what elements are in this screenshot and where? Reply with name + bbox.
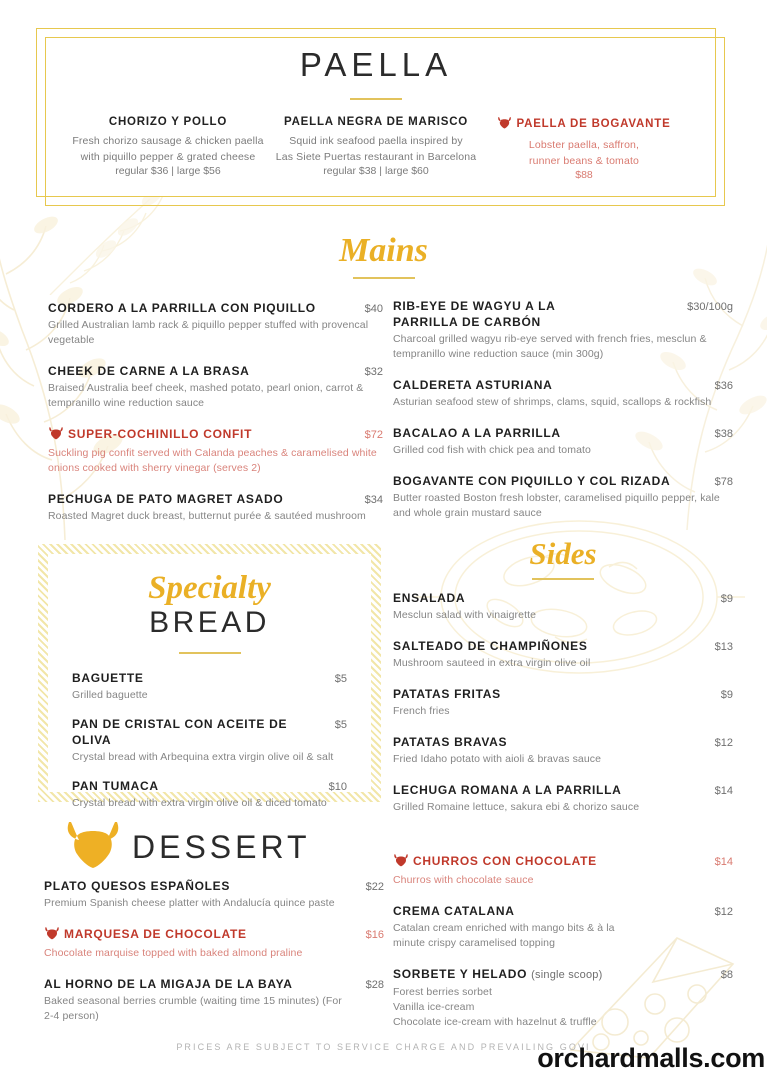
bull-head-icon [497, 116, 512, 132]
menu-item-description: Baked seasonal berries crumble (waiting time 15 minutes) (For 2-4 person) [44, 995, 342, 1022]
menu-item[interactable] [393, 782, 733, 815]
menu-item[interactable] [393, 966, 733, 1030]
menu-item-price: $8 [720, 969, 733, 981]
menu-item-signature[interactable] [44, 926, 384, 961]
menu-item-name: AL HORNO DE LA MIGAJA DE LA BAYA [44, 977, 293, 991]
menu-item-price: $5 [334, 718, 347, 731]
dessert-heading: DESSERT [132, 828, 311, 865]
menu-item-price: $14 [714, 856, 733, 868]
paella-item-signature[interactable] [480, 116, 688, 181]
menu-item-description: Charcoal grilled wagyu rib-eye served with french fries, mesclun & tempranillo wine reduction sauce (min 300g) [393, 333, 707, 360]
menu-item-price: $9 [720, 689, 733, 701]
menu-item-price: $38 [714, 428, 733, 440]
menu-item-description: Grilled cod fish with chick pea and tomato [393, 444, 591, 456]
menu-item[interactable] [393, 734, 733, 767]
menu-item-price: $14 [714, 785, 733, 797]
menu-item-price: $12 [714, 906, 733, 918]
menu-item-name: RIB-EYE DE WAGYU A LA PARRILLA DE CARBÓN [393, 299, 556, 329]
menu-item-description: Grilled Romaine lettuce, sakura ebi & chorizo sauce [393, 801, 640, 813]
menu-item-price: $36 [714, 380, 733, 392]
menu-item[interactable] [393, 377, 733, 410]
paella-item[interactable] [272, 116, 480, 181]
menu-item-name [393, 966, 612, 983]
dessert-column-left [44, 878, 384, 1039]
menu-item-description: Premium Spanish cheese platter with Andalucía quince paste [44, 897, 335, 909]
paella-divider [350, 98, 402, 100]
menu-item-description: Fried Idaho potato with aioli & bravas sauce [393, 753, 602, 765]
menu-item-description: Grilled baguette [72, 688, 148, 701]
specialty-bread-section [38, 544, 381, 809]
menu-item-price: $16 [365, 929, 384, 941]
menu-item-name: CREMA CATALANA [393, 904, 515, 918]
bull-head-icon [44, 926, 60, 944]
menu-item-price: $40 [364, 303, 383, 315]
menu-item-description: Mushroom sauteed in extra virgin olive oil [393, 657, 591, 669]
paella-item-name-text: PAELLA DE BOGAVANTE [516, 117, 671, 130]
menu-item-name: ENSALADA [393, 591, 466, 605]
menu-item-price: $34 [364, 494, 383, 506]
menu-item-description: Butter roasted Boston fresh lobster, caramelised piquillo pepper, kale and whole grain mustard sauce [393, 492, 720, 519]
menu-item-description: Crystal bread with Arbequina extra virgin olive oil & salt [72, 750, 334, 763]
paella-heading: PAELLA [299, 46, 453, 83]
menu-item-name [44, 926, 257, 944]
menu-item-name [48, 426, 262, 444]
menu-item-name: PATATAS BRAVAS [393, 735, 508, 749]
paella-item-desc-line1: Lobster paella, saffron, [528, 138, 640, 151]
menu-item-name: SALTEADO DE CHAMPIÑONES [393, 639, 588, 653]
mains-column-right [393, 298, 733, 536]
paella-item-desc-line2: runner beans & tomato [529, 154, 639, 167]
bread-items [72, 670, 347, 811]
paella-item-price: $88 [575, 168, 593, 181]
menu-item-description-line3: Chocolate ice-cream with hazelnut & truffle [393, 1016, 597, 1028]
menu-item-price: $9 [720, 593, 733, 605]
menu-item-signature[interactable] [393, 853, 733, 888]
menu-item-name: PLATO QUESOS ESPAÑOLES [44, 879, 231, 893]
menu-item-price: $78 [714, 476, 733, 488]
menu-item[interactable] [393, 903, 733, 951]
menu-item-name: PATATAS FRITAS [393, 687, 501, 701]
paella-item-name [480, 116, 688, 132]
menu-item-description: French fries [393, 705, 450, 717]
menu-item-description: Chocolate marquise topped with baked almond praline [44, 947, 303, 959]
menu-item[interactable] [393, 425, 733, 458]
menu-item-name: PAN DE CRISTAL CON ACEITE DE OLIVA [72, 716, 288, 747]
menu-item-price: $28 [365, 979, 384, 991]
sides-divider [532, 578, 594, 580]
menu-item[interactable] [72, 716, 347, 765]
mains-column-left [48, 300, 383, 539]
bread-heading-plain: BREAD [149, 606, 270, 639]
paella-item-desc-line1: Squid ink seafood paella inspired by [289, 134, 463, 147]
paella-item[interactable] [64, 116, 272, 181]
menu-item-name: CORDERO A LA PARRILLA CON PIQUILLO [48, 301, 316, 315]
menu-item-description: Mesclun salad with vinaigrette [393, 609, 537, 621]
menu-item[interactable] [393, 473, 733, 521]
bull-head-icon [48, 426, 64, 444]
paella-item-desc-line1: Fresh chorizo sausage & chicken paella [72, 134, 264, 147]
sides-column [393, 590, 733, 830]
menu-item-name-text: SORBETE Y HELADO [393, 967, 528, 981]
dessert-heading-block [62, 818, 311, 875]
menu-item-name: BAGUETTE [72, 670, 144, 685]
menu-item-price: $13 [714, 641, 733, 653]
menu-item-signature[interactable] [48, 426, 383, 476]
paella-item-desc-line2: with piquillo pepper & grated cheese [80, 150, 256, 163]
menu-item-name: CALDERETA ASTURIANA [393, 378, 553, 392]
menu-item-price: $30/100g [687, 301, 733, 313]
menu-item[interactable] [72, 670, 347, 703]
menu-item[interactable] [393, 590, 733, 623]
menu-item[interactable] [393, 638, 733, 671]
menu-item-name: BOGAVANTE CON PIQUILLO Y COL RIZADA [393, 474, 671, 488]
menu-item-name: PAN TUMACA [72, 778, 159, 793]
paella-section [36, 28, 725, 206]
menu-item-description: Catalan cream enriched with mango bits & à la minute crispy caramelised topping [393, 922, 615, 949]
paella-item-price: regular $38 | large $60 [323, 164, 429, 177]
mains-heading-block [0, 234, 767, 279]
menu-item-description: Asturian seafood stew of shrimps, clams, squid, scallops & rockfish [393, 396, 712, 408]
menu-item-name-text: SUPER-COCHINILLO CONFIT [68, 427, 253, 441]
bread-divider [179, 652, 241, 654]
paella-item-desc-line2: Las Siete Puertas restaurant in Barcelona [275, 150, 477, 163]
bread-heading-script: Specialty [148, 570, 271, 606]
menu-item[interactable] [44, 878, 384, 911]
menu-item-name: PECHUGA DE PATO MAGRET ASADO [48, 492, 284, 506]
mains-divider [353, 277, 415, 279]
bull-head-icon [393, 853, 409, 871]
menu-item-description: Churros with chocolate sauce [393, 874, 534, 886]
menu-item-description: Braised Australia beef cheek, mashed potato, pearl onion, carrot & tempranillo wine reduction sauce [48, 382, 364, 409]
menu-item[interactable] [393, 686, 733, 719]
menu-item-description: Roasted Magret duck breast, butternut purée & sautéed mushroom [48, 510, 366, 522]
menu-item-price: $32 [364, 366, 383, 378]
menu-item[interactable] [393, 298, 733, 362]
menu-item-name: LECHUGA ROMANA A LA PARRILLA [393, 783, 622, 797]
footer-note: PRICES ARE SUBJECT TO SERVICE CHARGE AND PREVAILING GOVI [176, 1042, 591, 1052]
menu-item-name [393, 853, 607, 871]
menu-item-name-qualifier: (single scoop) [531, 969, 603, 981]
bull-head-logo-icon [62, 818, 124, 875]
menu-item-description-line1: Forest berries sorbet [393, 986, 492, 998]
menu-item-name: CHEEK DE CARNE A LA BRASA [48, 364, 250, 378]
paella-items [58, 116, 694, 181]
menu-item-name-text: CHURROS CON CHOCOLATE [413, 854, 597, 868]
site-watermark: orchardmalls.com [537, 1043, 765, 1073]
paella-item-name: PAELLA NEGRA DE MARISCO [283, 115, 469, 128]
menu-item[interactable] [48, 300, 383, 348]
menu-item-price: $12 [714, 737, 733, 749]
menu-item-description: Grilled Australian lamb rack & piquillo pepper stuffed with provencal vegetable [48, 319, 369, 346]
menu-item-price: $10 [328, 780, 347, 793]
menu-item-description-line2: Vanilla ice-cream [393, 1001, 475, 1013]
menu-item-description: Suckling pig confit served with Calanda peaches & caramelised white onions cooked with sherry vinegar (serves 2) [48, 447, 377, 474]
sides-heading-block [393, 538, 733, 580]
menu-item-description: Crystal bread with extra virgin olive oil & diced tomato [72, 796, 327, 809]
menu-item-name-text: MARQUESA DE CHOCOLATE [64, 927, 247, 941]
paella-item-name: CHORIZO Y POLLO [108, 115, 228, 128]
sides-heading: Sides [529, 536, 597, 571]
menu-item[interactable] [48, 491, 383, 524]
menu-item[interactable] [48, 363, 383, 411]
mains-heading: Mains [339, 232, 428, 269]
menu-item-name: BACALAO A LA PARRILLA [393, 426, 561, 440]
menu-item[interactable] [72, 778, 347, 811]
paella-item-price: regular $36 | large $56 [115, 164, 221, 177]
menu-item-price: $22 [365, 881, 384, 893]
menu-item-price: $72 [364, 429, 383, 441]
menu-item[interactable] [44, 976, 384, 1024]
dessert-column-right [393, 853, 733, 1045]
menu-item-price: $5 [334, 672, 347, 685]
